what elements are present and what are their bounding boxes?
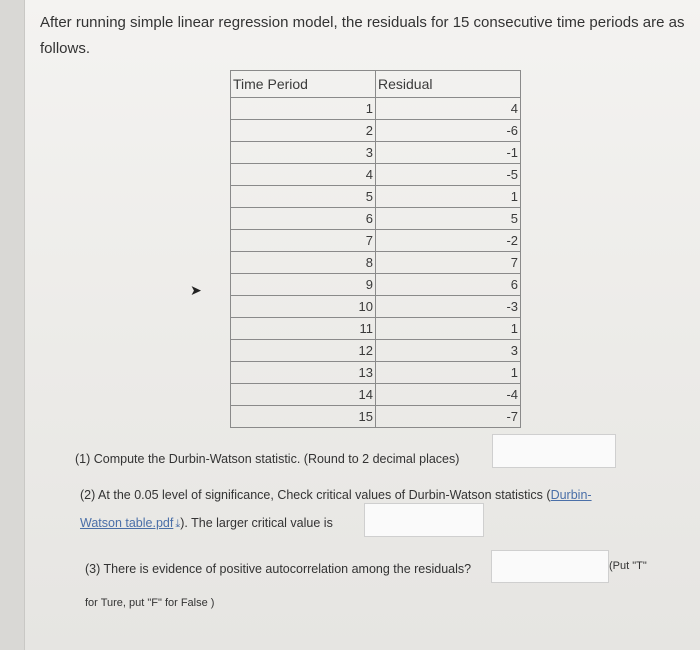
table-row xyxy=(231,230,521,252)
cell-residual: -2 xyxy=(376,230,521,252)
header-residual: Residual xyxy=(376,71,521,98)
q2-line1 xyxy=(80,488,592,502)
cell-residual: -4 xyxy=(376,384,521,406)
cell-time-period: 12 xyxy=(231,340,376,362)
table-row xyxy=(231,142,521,164)
q3-hint-line2: for Ture, put "F" for False ) xyxy=(85,597,215,609)
table-row xyxy=(231,164,521,186)
cell-time-period: 11 xyxy=(231,318,376,340)
cell-residual: -7 xyxy=(376,406,521,428)
cell-residual: 4 xyxy=(376,98,521,120)
cell-time-period: 8 xyxy=(231,252,376,274)
q2-answer-field[interactable] xyxy=(364,503,484,537)
cell-residual: -1 xyxy=(376,142,521,164)
table-header-row xyxy=(231,71,521,98)
residuals-table xyxy=(230,70,521,428)
cell-residual: -5 xyxy=(376,164,521,186)
cell-residual: 3 xyxy=(376,340,521,362)
cell-residual: 7 xyxy=(376,252,521,274)
q3-label: (3) There is evidence of positive autocorrelation among the residuals? xyxy=(85,562,472,576)
cell-residual: -3 xyxy=(376,296,521,318)
cell-time-period: 9 xyxy=(231,274,376,296)
cell-time-period: 1 xyxy=(231,98,376,120)
q1-label: (1) Compute the Durbin-Watson statistic. (Round to 2 decimal places) xyxy=(75,452,460,466)
table-row xyxy=(231,98,521,120)
table-row xyxy=(231,120,521,142)
table-row xyxy=(231,406,521,428)
durbin-watson-link-part2[interactable]: Watson table.pdf xyxy=(80,516,174,530)
table-row xyxy=(231,186,521,208)
cell-time-period: 10 xyxy=(231,296,376,318)
q3-hint-right: (Put "T" xyxy=(609,560,647,572)
cell-residual: 1 xyxy=(376,318,521,340)
q2-text-before: (2) At the 0.05 level of significance, Check critical values of Durbin-Watson statistics ( xyxy=(80,488,551,502)
table-row xyxy=(231,274,521,296)
durbin-watson-link-part1[interactable]: Durbin- xyxy=(550,488,592,502)
table-row xyxy=(231,384,521,406)
cell-time-period: 4 xyxy=(231,164,376,186)
cell-residual: 1 xyxy=(376,362,521,384)
mouse-pointer-icon: ➤ xyxy=(190,282,202,298)
cell-time-period: 13 xyxy=(231,362,376,384)
table-row xyxy=(231,318,521,340)
cell-time-period: 5 xyxy=(231,186,376,208)
cell-residual: 6 xyxy=(376,274,521,296)
q2-line2 xyxy=(80,516,333,531)
download-icon[interactable]: ⤓ xyxy=(175,518,181,530)
cell-residual: 1 xyxy=(376,186,521,208)
q1-answer-field[interactable] xyxy=(492,434,616,468)
cell-time-period: 6 xyxy=(231,208,376,230)
table-row xyxy=(231,362,521,384)
table-row xyxy=(231,340,521,362)
q3-answer-field[interactable] xyxy=(491,550,609,583)
table-row xyxy=(231,208,521,230)
q2-text-after: ). The larger critical value is xyxy=(180,516,333,530)
table-row xyxy=(231,296,521,318)
table-row xyxy=(231,252,521,274)
intro-text: After running simple linear regression model, the residuals for 15 consecutive time periods are as follows. xyxy=(40,14,685,57)
header-time-period: Time Period xyxy=(231,71,376,98)
cell-time-period: 2 xyxy=(231,120,376,142)
cell-residual: -6 xyxy=(376,120,521,142)
cell-time-period: 14 xyxy=(231,384,376,406)
cell-time-period: 15 xyxy=(231,406,376,428)
cell-residual: 5 xyxy=(376,208,521,230)
cell-time-period: 7 xyxy=(231,230,376,252)
cell-time-period: 3 xyxy=(231,142,376,164)
question-card xyxy=(24,0,700,650)
